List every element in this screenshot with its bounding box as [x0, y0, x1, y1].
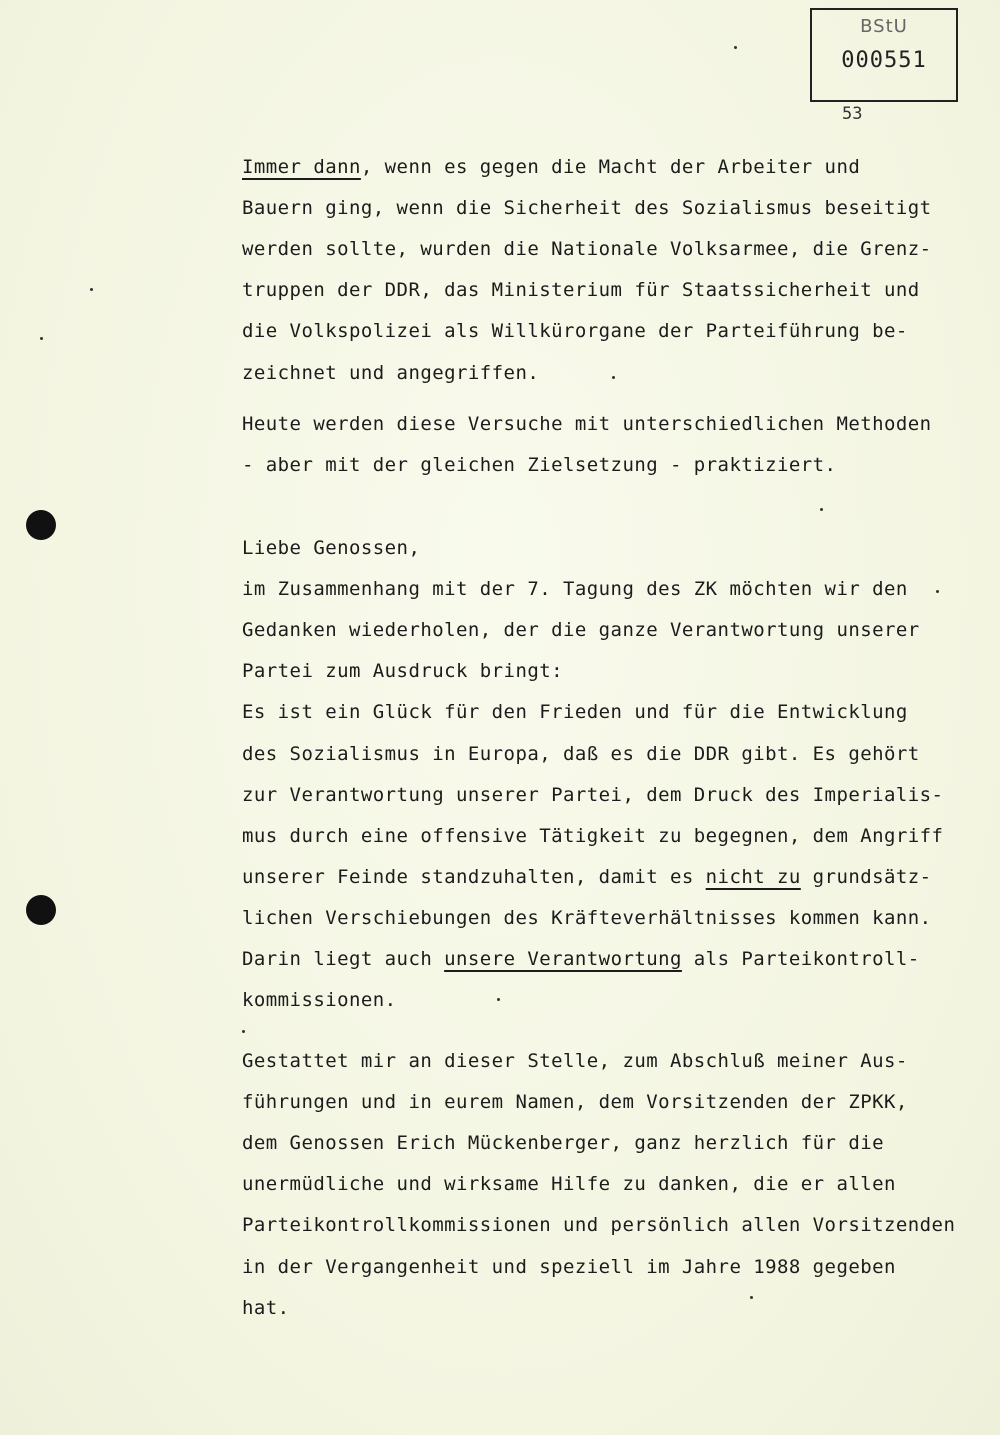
- paper-speck: [40, 337, 43, 340]
- punch-hole-top: [26, 510, 56, 540]
- text-segment: zeichnet und angegriffen.: [242, 361, 540, 384]
- text-line: [242, 1091, 908, 1113]
- text-line: [242, 320, 908, 342]
- text-line: [242, 362, 539, 384]
- text-segment: Gedanken wiederholen, der die ganze Verantwortung unserer: [242, 619, 920, 642]
- text-segment: in der Vergangenheit und speziell im Jahre 1988 gegeben: [242, 1255, 896, 1278]
- text-segment: Gestattet mir an dieser Stelle, zum Abschluß meiner Aus-: [242, 1050, 908, 1072]
- text-segment: des Sozialismus in Europa, daß es die DDR gibt. Es gehört: [242, 742, 920, 765]
- paper-speck: [750, 1296, 753, 1299]
- text-segment: werden sollte, wurden die Nationale Volksarmee, die Grenz-: [242, 238, 932, 261]
- text-segment: hat.: [242, 1296, 290, 1319]
- text-line: [242, 1173, 896, 1195]
- text-segment: Parteikontrollkommissionen und persönlich allen Vorsitzenden: [242, 1214, 956, 1237]
- text-segment: unserer Feinde standzuhalten, damit es: [242, 865, 706, 888]
- text-segment: im Zusammenhang mit der 7. Tagung des ZK möchten wir den: [242, 578, 908, 601]
- text-segment: Partei zum Ausdruck bringt:: [242, 660, 564, 683]
- text-line: [242, 537, 420, 559]
- text-segment: die Volkspolizei als Willkürorgane der Parteiführung be-: [242, 320, 908, 343]
- text-segment: - aber mit der gleichen Zielsetzung - praktiziert.: [242, 454, 837, 477]
- text-line: [242, 1132, 884, 1154]
- text-line: [242, 948, 920, 970]
- text-segment: mus durch eine offensive Tätigkeit zu begegnen, dem Angriff: [242, 824, 944, 847]
- paper-speck: [820, 508, 823, 511]
- text-segment: kommissionen.: [242, 989, 397, 1012]
- text-segment: dem Genossen Erich Mückenberger, ganz herzlich für die: [242, 1132, 885, 1155]
- paper-speck: [734, 46, 737, 49]
- text-line: [242, 454, 836, 476]
- text-line: [242, 784, 943, 806]
- text-segment: Es ist ein Glück für den Frieden und für die Entwicklung: [242, 701, 908, 724]
- text-segment: als Parteikontroll-: [681, 948, 920, 970]
- text-segment: Heute werden diese Versuche mit unterschiedlichen Methoden: [242, 413, 932, 435]
- text-segment: , wenn es gegen die Macht der Arbeiter und: [360, 156, 861, 178]
- archive-stamp: [810, 8, 958, 102]
- text-line: [242, 743, 920, 765]
- underlined-text: Immer dann: [242, 156, 361, 178]
- text-segment: truppen der DDR, das Ministerium für Staatssicherheit und: [242, 279, 920, 302]
- paper-speck: [90, 288, 93, 291]
- punch-hole-bottom: [26, 895, 56, 925]
- text-segment: führungen und in eurem Namen, dem Vorsitzenden der ZPKK,: [242, 1091, 908, 1114]
- text-line: [242, 701, 908, 723]
- text-line: [242, 989, 397, 1011]
- text-segment: grundsätz-: [800, 865, 932, 888]
- paper-speck: [497, 998, 500, 1001]
- text-line: [242, 1297, 290, 1319]
- text-line: [242, 279, 920, 301]
- text-line: [242, 1050, 908, 1072]
- text-segment: zur Verantwortung unserer Partei, dem Druck des Imperialis-: [242, 783, 944, 806]
- text-line: [242, 238, 932, 260]
- underlined-text: unsere Verantwortung: [444, 948, 682, 970]
- text-line: [242, 1256, 896, 1278]
- underlined-text: nicht zu: [705, 865, 801, 888]
- text-segment: Liebe Genossen,: [242, 537, 421, 559]
- paper-speck: [936, 590, 939, 593]
- text-line: [242, 660, 563, 682]
- stamp-number: 000551: [841, 48, 927, 73]
- text-line: [242, 866, 932, 888]
- text-line: [242, 156, 860, 178]
- text-segment: unermüdliche und wirksame Hilfe zu danken, die er allen: [242, 1173, 896, 1196]
- page-number: 53: [842, 104, 863, 124]
- paper-speck: [242, 1030, 245, 1033]
- text-line: [242, 825, 943, 847]
- text-line: [242, 197, 932, 219]
- text-line: [242, 413, 932, 435]
- text-line: [242, 619, 920, 641]
- text-segment: Bauern ging, wenn die Sicherheit des Sozialismus beseitigt: [242, 197, 932, 220]
- text-segment: Darin liegt auch: [242, 948, 445, 970]
- text-line: [242, 578, 908, 600]
- text-segment: lichen Verschiebungen des Kräfteverhältnisses kommen kann.: [242, 906, 932, 929]
- text-line: [242, 1214, 955, 1236]
- text-line: [242, 907, 932, 929]
- stamp-organization: BStU: [860, 16, 908, 37]
- paper-speck: [612, 376, 615, 379]
